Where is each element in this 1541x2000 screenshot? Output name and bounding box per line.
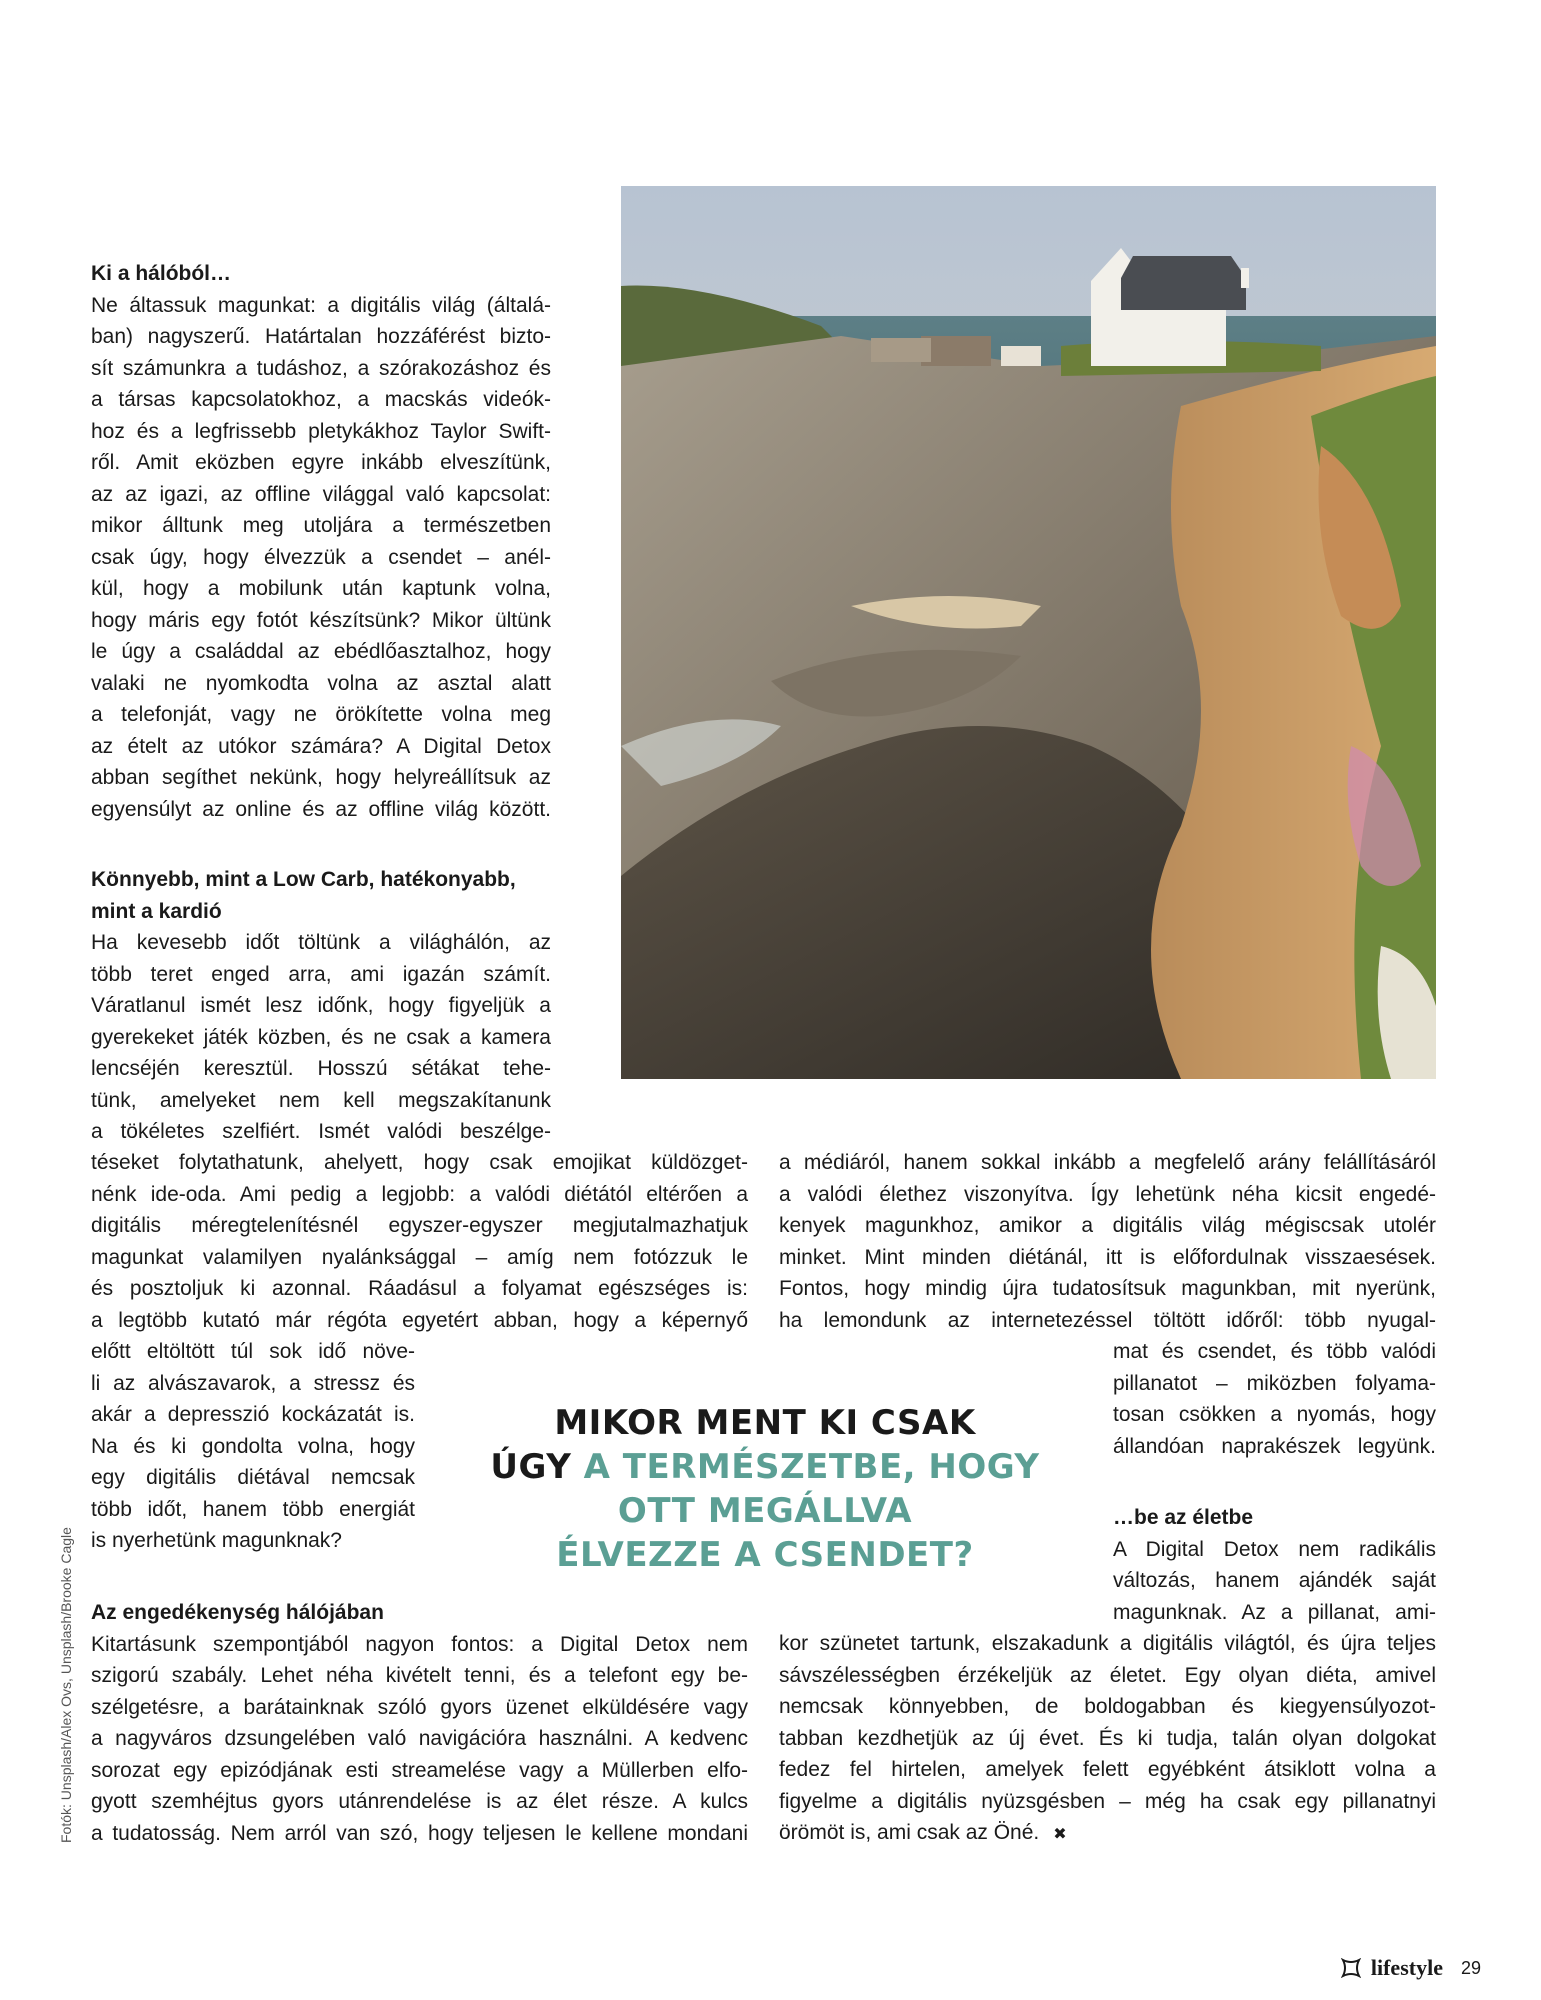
lifestyle-logo-icon bbox=[1341, 1958, 1361, 1978]
page-footer bbox=[1341, 1955, 1481, 1981]
section-konnyebb-short bbox=[91, 1336, 415, 1557]
pull-quote-line: OTT MEGÁLLVA bbox=[617, 1491, 913, 1531]
body-line: állandóan naprakészek legyünk. bbox=[1113, 1434, 1436, 1458]
body-line: li az alvászavarok, a stressz és bbox=[91, 1371, 415, 1395]
body-line: nénk ide-oda. Ami pedig a legjobb: a valódi diétától eltérően a bbox=[91, 1182, 748, 1206]
body-line: a médiáról, hanem sokkal inkább a megfelelő arány felállításáról bbox=[779, 1151, 1436, 1174]
body-line: ban) nagyszerű. Határtalan hozzáférést bizto- bbox=[91, 325, 551, 348]
body-line: változás, hanem ajándék saját bbox=[1113, 1569, 1436, 1592]
body-line: a legtöbb kutató már régóta egyetért abban, hogy a képernyő bbox=[91, 1308, 748, 1332]
body-line: A Digital Detox nem radikális bbox=[1113, 1537, 1436, 1561]
pull-quote-teal-text: A TERMÉSZETBE, HOGY bbox=[583, 1447, 1040, 1487]
body-line: egy digitális diétával nemcsak bbox=[91, 1466, 415, 1489]
body-line: nemcsak könnyebben, de boldogabban és kiegyensúlyozot- bbox=[779, 1695, 1436, 1718]
body-line: kenyek magunkhoz, amikor a digitális világ mégiscsak utolér bbox=[779, 1214, 1436, 1237]
body-line: magunkat valamilyen nyalánksággal – amíg nem fotózzuk le bbox=[91, 1245, 748, 1269]
body-line: az az igazi, az offline világgal való kapcsolat: bbox=[91, 482, 551, 506]
body-line: a valódi élethez viszonyítva. Így lehetünk néha kicsit engedé- bbox=[779, 1182, 1436, 1206]
body-line: téseket folytathatunk, ahelyett, hogy csak emojikat küldözget- bbox=[91, 1151, 748, 1174]
body-line: Ha kevesebb időt töltünk a világhálón, az bbox=[91, 931, 551, 954]
body-line: sávszélességben érzékeljük az életet. Egy olyan diéta, amivel bbox=[779, 1663, 1436, 1687]
body-line: kül, hogy a mobilunk után kaptunk volna, bbox=[91, 577, 551, 600]
pull-quote-line: MIKOR MENT KI CSAK bbox=[554, 1403, 976, 1443]
body-line: digitális méregtelenítésnél egyszer-egyszer megjutalmazhatjuk bbox=[91, 1214, 748, 1237]
page-number: 29 bbox=[1460, 1957, 1481, 1978]
body-line: is nyerhetünk magunknak? bbox=[91, 1529, 342, 1552]
section-engedekenyseg bbox=[91, 1597, 748, 1849]
body-line: szélgetésre, a barátainknak szóló gyors üzenet elküldésére vagy bbox=[91, 1695, 748, 1719]
pull-quote-line bbox=[470, 1445, 1060, 1489]
body-line: hoz és a legfrissebb pletykákhoz Taylor Swift- bbox=[91, 419, 551, 443]
section-heading: Az engedékenység hálójában bbox=[91, 1601, 384, 1624]
body-line: lencséjén keresztül. Hosszú sétákat tehe- bbox=[91, 1057, 551, 1080]
brand-name: lifestyle bbox=[1370, 1955, 1443, 1980]
body-line: minket. Mint minden diétánál, itt is előfordulnak visszaesések. bbox=[779, 1245, 1436, 1269]
body-line: és posztoljuk ki azonnal. Ráadásul a folyamat egészséges is: bbox=[91, 1277, 748, 1300]
body-line: le úgy a családdal az ebédlőasztalhoz, hogy bbox=[91, 640, 551, 663]
body-line: Na és ki gondolta volna, hogy bbox=[91, 1434, 415, 1458]
body-line: Kitartásunk szempontjából nagyon fontos: a Digital Detox nem bbox=[91, 1632, 748, 1656]
pull-quote bbox=[470, 1401, 1060, 1577]
right-column-short bbox=[1113, 1336, 1436, 1462]
body-line: Ne áltassuk magunkat: a digitális világ (általá- bbox=[91, 293, 551, 317]
body-line: a tökéletes szelfiért. Ismét valódi beszélge- bbox=[91, 1120, 551, 1143]
body-line: figyelme a digitális nyüzsgésben – még ha csak egy pillanatnyi bbox=[779, 1789, 1436, 1813]
coastal-photo bbox=[621, 186, 1436, 1079]
body-line: a telefonját, vagy ne örökítette volna meg bbox=[91, 703, 551, 726]
section-heading: Ki a hálóból… bbox=[91, 262, 232, 285]
body-line: gyerekeket játék közben, és ne csak a kamera bbox=[91, 1025, 551, 1049]
body-line: hogy máris egy fotót készítsünk? Mikor ültünk bbox=[91, 608, 551, 632]
body-line: előtt eltöltött túl sok idő növe- bbox=[91, 1340, 415, 1363]
body-line: több teret enged arra, ami igazán számít. bbox=[91, 962, 551, 986]
body-line: sít számunkra a tudáshoz, a szórakozáshoz és bbox=[91, 356, 551, 380]
body-line: tabban kezdhetjük az új évet. És ki tudja, talán olyan dolgokat bbox=[779, 1726, 1436, 1750]
body-line: csak úgy, hogy élvezzük a csendet – anél- bbox=[91, 545, 551, 569]
body-line: a társas kapcsolatokhoz, a macskás videók- bbox=[91, 388, 551, 411]
body-line: pillanatot – miközben folyama- bbox=[1113, 1371, 1436, 1395]
section-konnyebb-wide bbox=[91, 1147, 748, 1336]
body-line: gyott szemhéjtus gyors utánrendelése is az élet része. A kulcs bbox=[91, 1790, 748, 1813]
body-line: tünk, amelyeket nem kell megszakítanunk bbox=[91, 1088, 551, 1112]
section-heading: mint a kardió bbox=[91, 899, 222, 923]
photo-credit: Fotók: Unsplash/Alex Ovs, Unsplash/Brooke Cagle bbox=[58, 1527, 74, 1843]
body-line: több időt, hanem több energiát bbox=[91, 1497, 415, 1521]
section-konnyebb bbox=[91, 864, 551, 1148]
right-column-bottom bbox=[779, 1628, 1436, 1851]
pull-quote-dark-text: ÚGY bbox=[490, 1447, 584, 1487]
pull-quote-line: ÉLVEZZE A CSENDET? bbox=[556, 1535, 974, 1575]
section-heading: …be az életbe bbox=[1113, 1506, 1254, 1529]
body-line: kor szünetet tartunk, elszakadunk a digitális világtól, és újra teljes bbox=[779, 1632, 1436, 1655]
section-ki-a-halobol bbox=[91, 258, 551, 825]
body-line: valaki ne nyomkodta volna az asztal alatt bbox=[91, 671, 551, 695]
body-line: ről. Amit eközben egyre inkább elveszítünk, bbox=[91, 451, 551, 474]
coastal-photo-graphic bbox=[621, 186, 1436, 1079]
body-line: a tudatosság. Nem arról van szó, hogy teljesen le kellene mondani bbox=[91, 1821, 748, 1845]
body-line: egyensúlyt az online és az offline világ között. bbox=[91, 797, 551, 821]
body-line: a nagyváros dzsungelében való navigációra használni. A kedvenc bbox=[91, 1727, 748, 1750]
body-line: örömöt is, ami csak az Öné. bbox=[779, 1821, 1040, 1844]
right-column-top bbox=[779, 1147, 1436, 1336]
section-heading: Könnyebb, mint a Low Carb, hatékonyabb, bbox=[91, 868, 516, 891]
body-line: mat és csendet, és több valódi bbox=[1113, 1340, 1436, 1363]
closing-line bbox=[779, 1817, 1436, 1851]
section-be-az-eletbe bbox=[1113, 1502, 1436, 1628]
body-line: abban segíthet nekünk, hogy helyreállítsuk az bbox=[91, 766, 551, 789]
end-mark-icon: ✖ bbox=[1053, 1826, 1067, 1843]
body-line: magunknak. Az a pillanat, ami- bbox=[1113, 1600, 1436, 1624]
body-line: fedez fel hirtelen, amelyek felett egyébként átsiklott volna a bbox=[779, 1758, 1436, 1781]
body-line: sorozat egy epizódjának esti streamelése vagy a Müllerben elfo- bbox=[91, 1758, 748, 1782]
body-line: Fontos, hogy mindig újra tudatosítsuk magunkban, mit nyerünk, bbox=[779, 1277, 1436, 1300]
body-line: szigorú szabály. Lehet néha kivételt tenni, és a telefont egy be- bbox=[91, 1664, 748, 1687]
body-line: tosan csökken a nyomás, hogy bbox=[1113, 1403, 1436, 1426]
body-line: ha lemondunk az internetezéssel töltött időről: több nyugal- bbox=[779, 1308, 1436, 1332]
body-line: akár a depresszió kockázatát is. bbox=[91, 1403, 415, 1426]
body-line: Váratlanul ismét lesz időnk, hogy figyeljük a bbox=[91, 994, 551, 1017]
body-line: az ételt az utókor számára? A Digital Detox bbox=[91, 734, 551, 758]
body-line: mikor álltunk meg utoljára a természetben bbox=[91, 514, 551, 537]
